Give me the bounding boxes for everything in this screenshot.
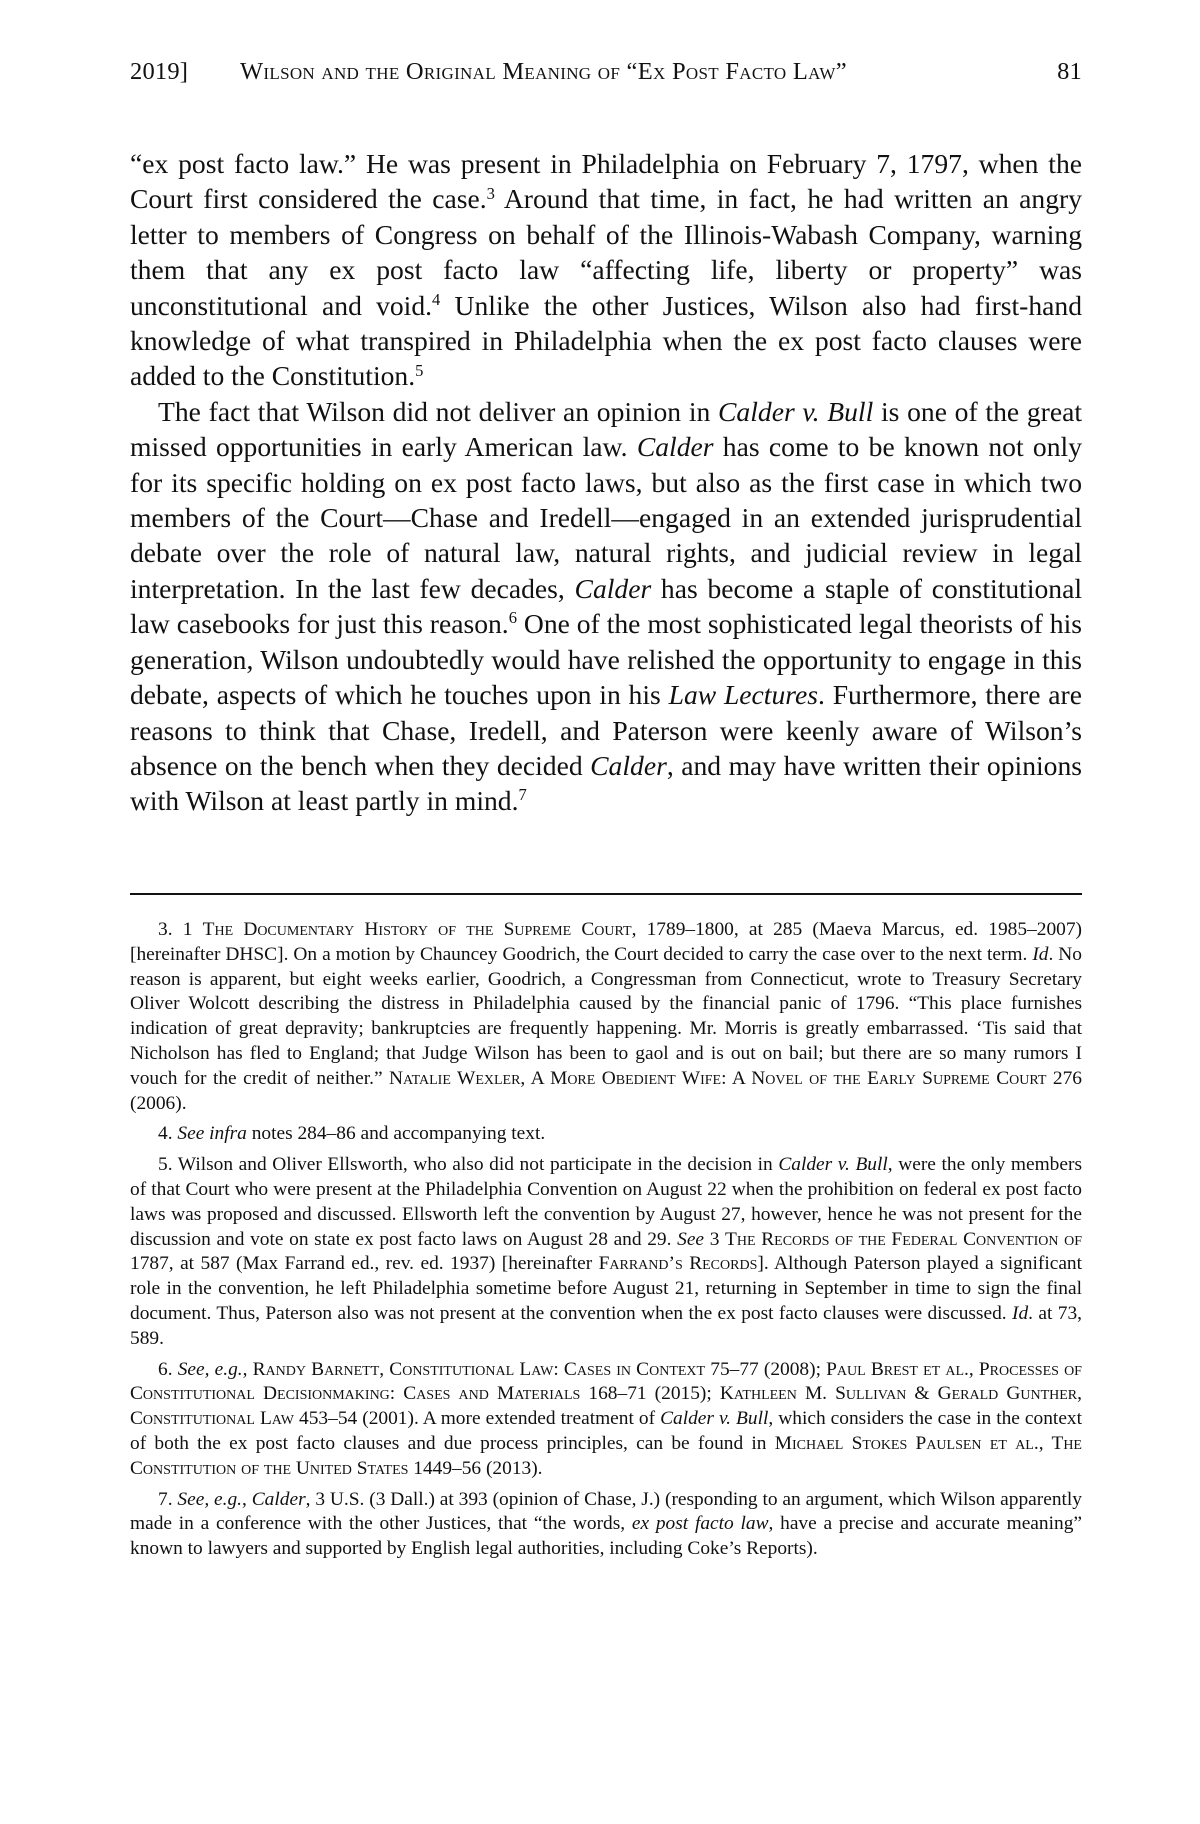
fn3-smallcaps-2: Natalie Wexler, A More Obedient Wife: A Novel of the Early Supreme Court (389, 1067, 1047, 1089)
p2-text-5: One of the most sophisticated legal theorists of his generation, Wilson undoubtedly would have relished the opportunity to engage in this debate, aspects of which he touches upon in his (130, 608, 1082, 711)
paragraph-2 (130, 394, 1082, 819)
fn5-text-a: 5. Wilson and Oliver Ellsworth, who also did not participate in the decision in (158, 1154, 779, 1176)
fn6-text-f: , which considers the case in the context of both the ex post facto clauses and due process principles, can be found in (130, 1408, 1083, 1454)
fn5-text-f: . at 73, 589. (130, 1302, 1082, 1349)
paragraph-1 (130, 146, 1082, 394)
footnote-5 (130, 1153, 1082, 1351)
body-text (130, 146, 1082, 819)
fn5-italic-3: Id (1012, 1302, 1029, 1324)
fn5-text-b: , were the only members of that Court who were present at the Philadelphia Convention on August 22 when the prohibition on federal ex post facto laws was proposed and discussed. Ellsworth left the convention by August 27, however, hence he was not present for the discussion and vote on state ex post facto laws on August 28 and 29. (130, 1154, 1082, 1250)
footnote-3 (130, 918, 1082, 1116)
fn3-smallcaps-1: The Documentary History of the Supreme Court (202, 919, 632, 940)
fn6-text-d: 168–71 (2015); (580, 1383, 720, 1405)
footnote-7 (130, 1488, 1082, 1562)
fn6-italic-2: Calder v. Bull (660, 1408, 769, 1430)
p1-text-1: “ex post facto law.” He was present in Philadelphia on February 7, 1797, when the Court first considered the case. (130, 148, 1082, 215)
fn7-italic-3: ex post facto law (631, 1513, 769, 1535)
fn5-text-e: ]. Although Paterson played a significant role in the convention, he left Philadelphia sometime before August 21, returning in September in time to sign the final document. Thus, Paterson also was not present at the convention when the ex post facto clauses were discussed. (130, 1253, 1083, 1324)
p2-italic-3: Calder (574, 572, 652, 604)
fn7-italic-2: Calder (251, 1488, 306, 1510)
footnote-ref-7[interactable]: 7 (518, 785, 527, 805)
fn4-italic-1: See infra (177, 1123, 247, 1145)
p2-text-2: is one of the great missed opportunities in early American law. (130, 395, 1082, 463)
fn7-text-b: , (242, 1488, 252, 1510)
fn3-text-b: , 1789–1800, at 285 (Maeva Marcus, ed. 1985–2007) [hereinafter DHSC]. On a motion by Chauncey Goodrich, the Court decided to carry the case over to the next term. (130, 919, 1083, 965)
fn6-text-a: 6. (158, 1358, 178, 1380)
p2-text-6: . Furthermore, there are reasons to think that Chase, Iredell, and Paterson were keenly aware of Wilson’s absence on the bench when they decided (130, 679, 1082, 781)
p2-text-4: has become a staple of constitutional law casebooks for just this reason. (130, 572, 1082, 640)
footnote-4 (130, 1122, 1082, 1147)
p2-text-7: , and may have written their opinions with Wilson at least partly in mind. (130, 749, 1082, 817)
fn6-text-c: 75–77 (2008); (705, 1358, 827, 1380)
fn6-smallcaps-3: Kathleen M. Sullivan & Gerald Gunther, Constitutional Law (130, 1383, 1082, 1430)
p2-italic-1: Calder v. Bull (718, 395, 874, 427)
p2-italic-4: Law Lectures (668, 679, 818, 711)
footnote-ref-3[interactable]: 3 (486, 183, 495, 203)
fn5-text-d: 1787, at 587 (Max Farrand ed., rev. ed. 1937) [hereinafter (130, 1253, 599, 1275)
footnote-divider (130, 893, 1082, 895)
footnote-ref-5[interactable]: 5 (415, 360, 424, 380)
page-number: 81 (1057, 58, 1082, 85)
fn6-smallcaps-4: Michael Stokes Paulsen et al., The Constitution of the United States (130, 1432, 1082, 1479)
fn3-text-a: 3. 1 (158, 919, 203, 940)
fn3-italic-1: Id (1032, 943, 1049, 965)
fn5-italic-2: See (677, 1228, 705, 1250)
fn7-text-d: , have a precise and accurate meaning” known to lawyers and supported by English legal authorities, including Coke’s Reports). (130, 1513, 1082, 1560)
fn5-smallcaps-1: The Records of the Federal Convention of (725, 1228, 1082, 1250)
footnotes (130, 918, 1082, 1568)
running-header (130, 58, 1082, 92)
p2-italic-2: Calder (636, 431, 714, 463)
p2-text-3: has come to be known not only for its specific holding on ex post facto laws, but also as the first case in which two members of the Court—Chase and Iredell—engaged in an extended jurisprudential debate over the role of natural law, natural rights, and judicial review in legal interpretation. In the last few decades, (130, 431, 1082, 604)
fn6-text-e: 453–54 (2001). A more extended treatment of (294, 1408, 661, 1430)
footnote-6 (130, 1358, 1082, 1482)
fn5-text-c: 3 (704, 1228, 726, 1250)
fn6-text-g: 1449–56 (2013). (408, 1457, 543, 1479)
header-year: 2019] (130, 58, 189, 85)
fn6-italic-1: See, e.g. (177, 1358, 243, 1380)
fn4-text-a: 4. (158, 1123, 178, 1145)
fn5-italic-1: Calder v. Bull (778, 1154, 888, 1176)
fn6-text-b: , (242, 1358, 253, 1380)
fn7-text-c: , 3 U.S. (3 Dall.) at 393 (opinion of Chase, J.) (responding to an argument, which Wilson apparently made in a conference with the other Justices, that “the words, (130, 1488, 1082, 1535)
fn5-smallcaps-2: Farrand’s Records (598, 1253, 758, 1275)
fn4-text-b: notes 284–86 and accompanying text. (246, 1123, 546, 1145)
p1-text-3: Unlike the other Justices, Wilson also had first-hand knowledge of what transpired in Philadelphia when the ex post facto clauses were added to the Constitution. (130, 289, 1082, 392)
fn6-smallcaps-2: Paul Brest et al., Processes of Constitutional Decisionmaking: Cases and Materials (130, 1358, 1082, 1405)
p2-text-1: The fact that Wilson did not deliver an opinion in (158, 395, 719, 427)
header-title: Wilson and the Original Meaning of “Ex Post Facto Law” (240, 58, 847, 85)
fn7-italic-1: See, e.g. (177, 1488, 243, 1510)
footnote-ref-4[interactable]: 4 (432, 289, 441, 309)
p2-italic-5: Calder (590, 749, 667, 781)
fn7-text-a: 7. (158, 1488, 178, 1510)
footnote-ref-6[interactable]: 6 (508, 608, 517, 628)
fn6-smallcaps-1: Randy Barnett, Constitutional Law: Cases in Context (252, 1358, 706, 1380)
fn3-text-c: . No reason is apparent, but eight weeks earlier, Goodrich, a Congressman from Connecticut, wrote to Treasury Secretary Oliver Wolcott describing the distress in Philadelphia caused by the financial panic of 1796. “This place furnishes indication of great depravity; bankruptcies are frequently happening. Mr. Morris is greatly embarrassed. ‘Tis said that Nicholson has fled to England; that Judge Wilson has been to gaol and is out on bail; but there are so many rumors I vouch for the credit of neither.” (130, 943, 1082, 1089)
fn3-text-d: 276 (2006). (130, 1067, 1082, 1114)
p1-text-2: Around that time, in fact, he had written an angry letter to members of Congress on behalf of the Illinois-Wabash Company, warning them that any ex post facto law “affecting life, liberty or property” was unconstitutional and void. (130, 183, 1082, 321)
